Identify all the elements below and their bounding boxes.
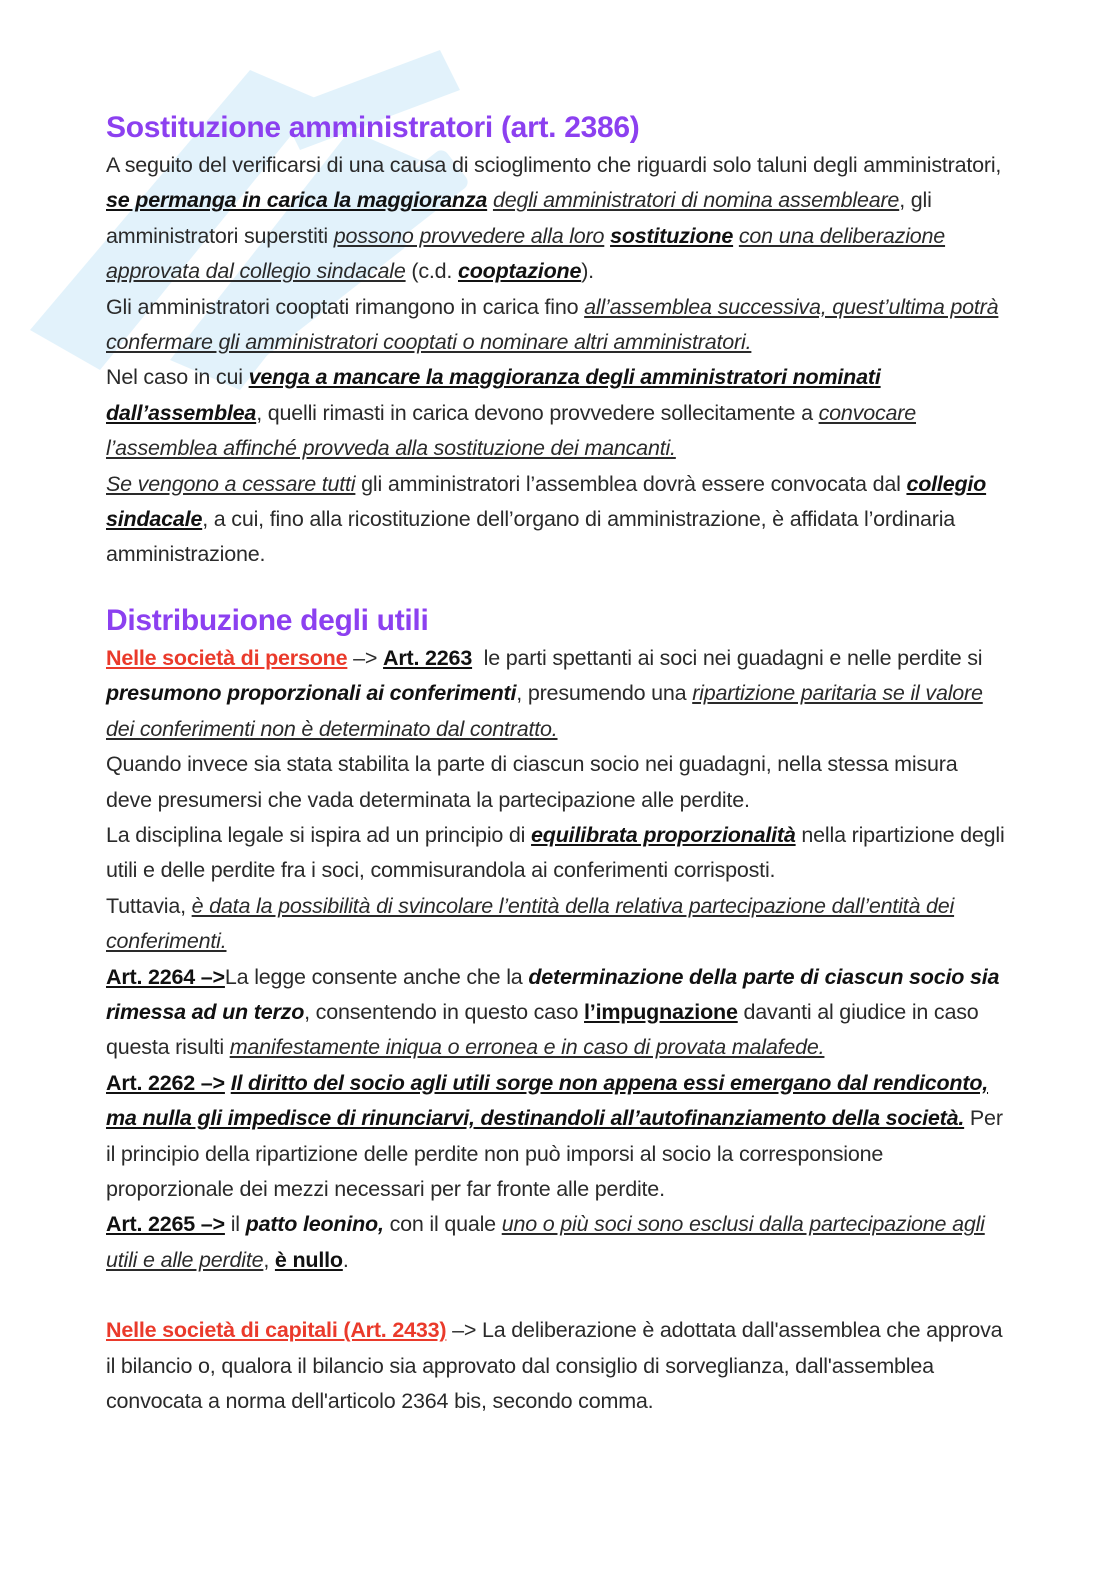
section-heading-distribuzione: Distribuzione degli utili: [106, 603, 429, 637]
emphasis: l’impugnazione: [584, 999, 738, 1024]
text: , presumendo una: [516, 681, 687, 706]
text: La disciplina legale si ispira ad un principio di: [106, 822, 526, 847]
underlined-text: convocare l’assemblea affinché provveda alla sostituzione dei mancanti.: [106, 400, 917, 461]
emphasis: determinazione della parte di ciascun socio sia rimessa ad un terzo: [106, 964, 1000, 1024]
arrow: –>: [452, 1318, 477, 1343]
article-ref: Art. 2264 –>: [106, 964, 225, 989]
text: Nel caso in cui: [106, 365, 243, 390]
paragraph: [106, 148, 1006, 290]
text: ).: [581, 259, 594, 284]
emphasis: collegio sindacale: [106, 471, 987, 532]
arrow: –>: [353, 645, 378, 670]
article-ref: Art. 2265 –>: [106, 1212, 225, 1237]
text: ,: [263, 1247, 270, 1272]
emphasis: sostituzione: [610, 223, 734, 248]
paragraph: [106, 360, 1006, 466]
red-label: Nelle società di capitali (Art. 2433): [106, 1318, 447, 1343]
paragraph: [106, 1066, 1006, 1208]
text: , gli amministratori superstiti: [106, 188, 932, 248]
text: il: [230, 1212, 240, 1237]
section-heading-sostituzione: Sostituzione amministratori (art. 2386): [106, 111, 640, 144]
underlined-text: con una deliberazione approvata dal collegio sindacale: [106, 223, 946, 284]
emphasis: Il diritto del socio agli utili sorge non appena essi emergano dal rendiconto, ma nulla gli impedisce di rinunciarvi, destinandoli all’autofinanziamento della società.: [106, 1070, 989, 1131]
text: Tuttavia,: [106, 893, 186, 918]
emphasis: equilibrata proporzionalità: [531, 822, 796, 847]
text: con il quale: [389, 1212, 496, 1237]
document-page: [106, 108, 1006, 1419]
emphasis: patto leonino,: [245, 1212, 384, 1237]
text: , a cui, fino alla ricostituzione dell’organo di amministrazione, è affidata l’ordinaria amministrazione.: [106, 507, 956, 567]
spacer: [106, 1278, 1006, 1313]
text: Gli amministratori cooptati rimangono in carica fino: [106, 294, 579, 319]
paragraph: [106, 960, 1006, 1066]
underlined-text: all’assemblea successiva, quest’ultima potrà confermare gli amministratori cooptati o nominare altri amministratori.: [106, 294, 999, 355]
text: Per il principio della ripartizione delle perdite non può imporsi al socio la corresponsione proporzionale dei mezzi necessari per far fronte alle perdite.: [106, 1106, 1003, 1201]
emphasis: cooptazione: [457, 259, 582, 284]
paragraph: [106, 818, 1006, 889]
text: , quelli rimasti in carica devono provvedere sollecitamente a: [256, 400, 813, 425]
paragraph: [106, 641, 1006, 747]
paragraph: Quando invece sia stata stabilita la parte di ciascun socio nei guadagni, nella stessa misura deve presumersi che vada determinata la partecipazione alle perdite.: [106, 752, 958, 812]
text: .: [342, 1247, 349, 1272]
underlined-text: degli amministratori di nomina assembleare: [492, 188, 900, 213]
underlined-text: possono provvedere alla loro: [333, 223, 605, 248]
paragraph: [106, 290, 1006, 361]
emphasis: è nullo: [274, 1247, 343, 1272]
underlined-text: Se vengono a cessare tutti: [106, 471, 356, 496]
underlined-text: uno o più soci sono esclusi dalla partecipazione agli utili e alle perdite: [106, 1212, 985, 1272]
paragraph: [106, 889, 1006, 960]
paragraph: [106, 1313, 1006, 1419]
emphasis: se permanga in carica la maggioranza: [106, 188, 488, 213]
text: La deliberazione è adottata dall'assemblea che approva il bilancio o, qualora il bilancio sia approvato dal consiglio di sorveglianza, dall'assemblea convocata a norma dell'articolo 2364 bis, secondo comma.: [106, 1318, 1003, 1413]
red-label: Nelle società di persone: [106, 645, 348, 670]
paragraph: [106, 467, 1006, 573]
emphasis: presumono proporzionali ai conferimenti: [106, 681, 517, 706]
article-ref: Art. 2263: [383, 645, 473, 670]
text: (c.d.: [411, 259, 453, 284]
paragraph: [106, 1207, 1006, 1278]
text: le parti spettanti ai soci nei guadagni e nelle perdite si: [483, 645, 983, 670]
article-ref: Art. 2262 –>: [106, 1070, 225, 1095]
underlined-text: è data la possibilità di svincolare l’entità della relativa partecipazione dall’entità dei conferimenti.: [106, 893, 955, 954]
underlined-text: manifestamente iniqua o erronea e in caso di provata malafede.: [229, 1035, 825, 1060]
text: La legge consente anche che la: [224, 964, 523, 989]
text: gli amministratori l’assemblea dovrà essere convocata dal: [361, 471, 901, 496]
text: , consentendo in questo caso: [304, 999, 579, 1024]
emphasis: venga a mancare la maggioranza degli amministratori nominati dall’assemblea: [106, 365, 881, 425]
text: A seguito del verificarsi di una causa di scioglimento che riguardi solo taluni degli amministratori,: [106, 153, 1002, 177]
text: davanti al giudice in caso questa risulti: [106, 999, 979, 1060]
underlined-text: ripartizione paritaria se il valore dei conferimenti non è determinato dal contratto.: [106, 681, 983, 741]
text: nella ripartizione degli utili e delle perdite fra i soci, commisurandola ai conferimenti corrisposti.: [106, 822, 1005, 883]
